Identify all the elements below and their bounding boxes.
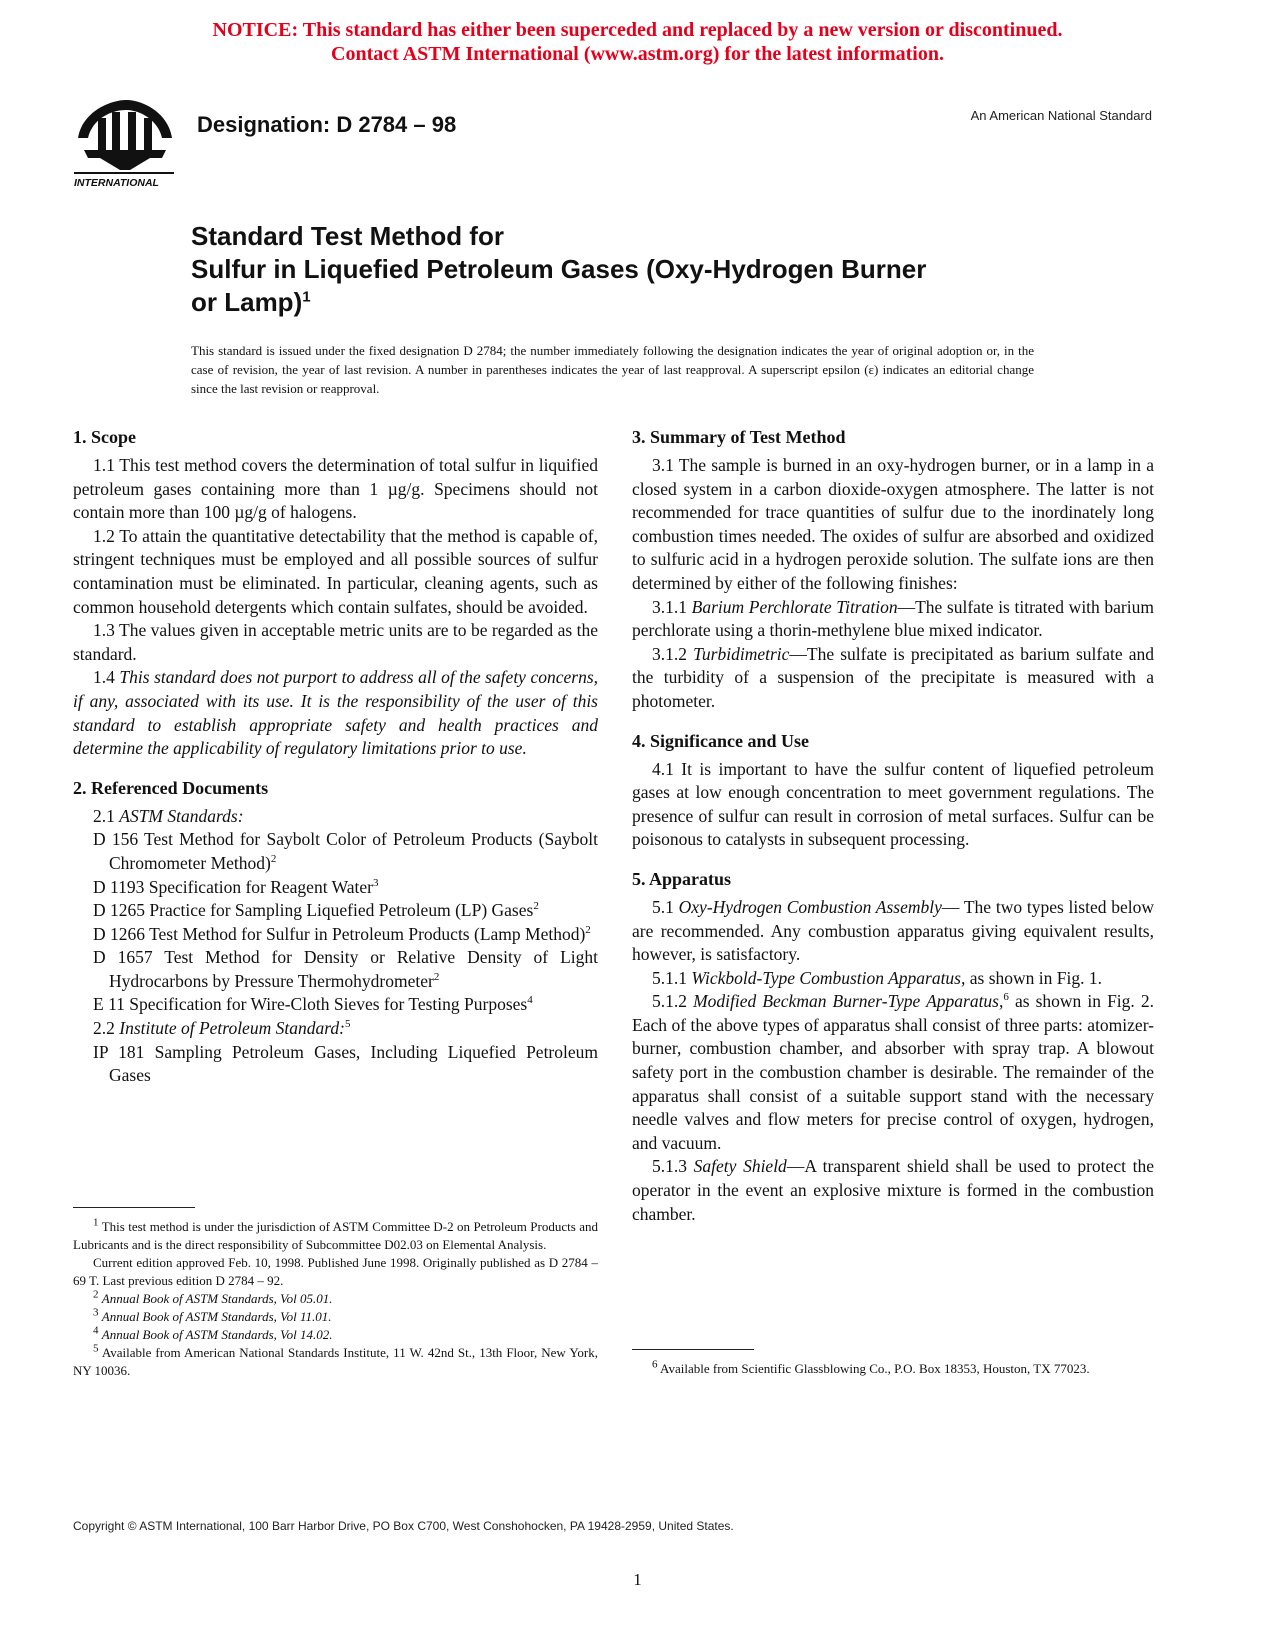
title-line-2: Sulfur in Liquefied Petroleum Gases (Oxy-Hydrogen Burner — [191, 254, 927, 284]
footnote-3: $^3$ Annual Book of ASTM Standards, Vol 11.01. — [93, 1306, 332, 1324]
designation: Designation: D 2784 – 98 — [197, 112, 457, 137]
scope-1-2: 1.2 To attain the quantitative detectability that the method is capable of, stringent techniques must be employed and all possible sources of sulfur contamination must be eliminated. In particular, cleaning agents, such as common household detergents which contain sulfates, should be avoided. — [73, 525, 598, 617]
apparatus-5-1: 5.1 Oxy-Hydrogen Combustion Assembly— The two types listed below are recommended. Any combustion apparatus giving equivalent results, however, is satisfactory. — [632, 896, 1155, 965]
footnote-rule-right — [632, 1349, 754, 1350]
summary-heading: 3. Summary of Test Method — [632, 427, 846, 447]
referenced-documents-heading: 2. Referenced Documents — [73, 777, 269, 798]
ref-e11: E 11 Specification for Wire-Cloth Sieves for Testing Purposes$^4$ — [93, 994, 533, 1015]
astm-standards-label: 2.1 ASTM Standards: — [93, 805, 244, 826]
ref-d1265: D 1265 Practice for Sampling Liquefied Petroleum (LP) Gases$^2$ — [93, 900, 539, 921]
significance-heading: 4. Significance and Use — [632, 730, 810, 751]
summary-3-1-1: 3.1.1 Barium Perchlorate Titration—The sulfate is titrated with barium perchlorate using a thorin-methylene blue mixed indicator. — [632, 596, 1154, 641]
notice-line-1: NOTICE: This standard has either been superceded and replaced by a new version or discontinued. — [212, 19, 1063, 41]
footnote-4: $^4$ Annual Book of ASTM Standards, Vol 14.02. — [93, 1324, 333, 1342]
copyright: Copyright © ASTM International, 100 Barr Harbor Drive, PO Box C700, West Conshohocken, PA 19428-2959, United States. — [73, 1519, 734, 1533]
scope-1-4: 1.4 This standard does not purport to address all of the safety concerns, if any, associated with its use. It is the responsibility of the user of this standard to establish appropriate safety and health practices and determine the applicability of regulatory limitations prior to use. — [73, 667, 599, 759]
title-footnote-mark: 1 — [302, 288, 311, 306]
american-national-standard: An American National Standard — [970, 108, 1152, 123]
footnote-1: $^1$ This test method is under the jurisdiction of ASTM Committee D-2 on Petroleum Products and Lubricants and is the direct responsibility of Subcommittee D02.03 on Elemental Analysis. — [73, 1216, 598, 1252]
ref-d1657: D 1657 Test Method for Density or Relative Density of Light Hydrocarbons by Pressure Thermohydrometer$^2$ — [93, 947, 598, 991]
supersede-notice — [0, 18, 1275, 66]
left-column — [73, 426, 598, 1088]
scope-heading: 1. Scope — [73, 427, 136, 447]
footnote-5: $^5$ Available from American National Standards Institute, 11 W. 42nd St., 13th Floor, New York, NY 10036. — [73, 1342, 598, 1378]
significance-4-1: 4.1 It is important to have the sulfur content of liquefied petroleum gases at low enough concentration to meet government regulations. The presence of sulfur can result in corrosion of metal surfaces. Sulfur can be poisonous to catalysts in subsequent processing. — [632, 758, 1154, 850]
right-column — [632, 426, 1154, 1226]
title-line-3: or Lamp) — [191, 287, 303, 317]
apparatus-5-1-3: 5.1.3 Safety Shield—A transparent shield shall be used to protect the operator in the event an explosive mixture is formed in the combustion chamber. — [632, 1156, 1154, 1224]
logo-text: INTERNATIONAL — [74, 177, 159, 188]
footnote-rule-left — [73, 1207, 195, 1208]
footnotes-right — [632, 1360, 1154, 1378]
footnote-2: $^2$ Annual Book of ASTM Standards, Vol 05.01. — [93, 1288, 333, 1306]
ref-d1266: D 1266 Test Method for Sulfur in Petroleum Products (Lamp Method)$^2$ — [93, 923, 591, 944]
footnote-1-edition: Current edition approved Feb. 10, 1998. Published June 1998. Originally published as D 2784 – 69 T. Last previous edition D 2784 – 92. — [73, 1255, 598, 1288]
document-title — [191, 220, 1091, 319]
ref-d156: D 156 Test Method for Saybolt Color of Petroleum Products (Saybolt Chromometer Method)$^2$ — [93, 829, 598, 873]
intro-paragraph: This standard is issued under the fixed designation D 2784; the number immediately following the designation indicates the year of original adoption or, in the case of revision, the year of last revision. A number in parentheses indicates the year of last reapproval. A superscript epsilon (ε) indicates an editorial change since the last revision or reapproval. — [191, 343, 1034, 396]
astm-logo-icon — [70, 98, 180, 188]
notice-line-2: Contact ASTM International (www.astm.org) for the latest information. — [331, 43, 944, 65]
astm-logo — [70, 98, 180, 188]
apparatus-heading: 5. Apparatus — [632, 868, 732, 889]
ip-standard-label: 2.2 Institute of Petroleum Standard:$^5$ — [93, 1018, 351, 1039]
ref-d1193: D 1193 Specification for Reagent Water$^3$ — [93, 876, 379, 897]
summary-3-1-2: 3.1.2 Turbidimetric—The sulfate is precipitated as barium sulfate and the turbidity of a suspension of the precipitate is measured with a photometer. — [632, 643, 1155, 711]
apparatus-5-1-1: 5.1.1 Wickbold-Type Combustion Apparatus, as shown in Fig. 1. — [652, 967, 1102, 988]
footnote-6: $^6$ Available from Scientific Glassblowing Co., P.O. Box 18353, Houston, TX 77023. — [652, 1358, 1090, 1376]
summary-3-1: 3.1 The sample is burned in an oxy-hydrogen burner, or in a lamp in a closed system in a carbon dioxide-oxygen atmosphere. The latter is not recommended for trace quantities of sulfur due to the inordinately long combustion times needed. The oxides of sulfur are absorbed and oxidized to sulfuric acid in a hydrogen peroxide solution. The sulfate ions are then determined by either of the following finishes: — [632, 455, 1154, 593]
scope-1-3: 1.3 The values given in acceptable metric units are to be regarded as the standard. — [73, 620, 598, 664]
scope-1-1: 1.1 This test method covers the determination of total sulfur in liquified petroleum gases containing more than 1 µg/g. Specimens should not contain more than 100 µg/g of halogens. — [73, 455, 598, 523]
ref-ip181: IP 181 Sampling Petroleum Gases, Including Liquefied Petroleum Gases — [93, 1041, 598, 1086]
title-line-1: Standard Test Method for — [191, 221, 504, 251]
page-number: 1 — [633, 1570, 642, 1589]
footnotes-left — [73, 1218, 598, 1380]
apparatus-5-1-2: 5.1.2 Modified Beckman Burner-Type Apparatus,$^6$ as shown in Fig. 2. Each of the above types of apparatus shall consist of three parts: atomizer-burner, combustion chamber, and absorber with spray trap. A blowout safety port in the combustion chamber is desirable. The remainder of the apparatus shall consist of a suitable support stand with the necessary needle valves and flow meters for precise control of oxygen, hydrogen, and vacuum. — [632, 991, 1154, 1153]
